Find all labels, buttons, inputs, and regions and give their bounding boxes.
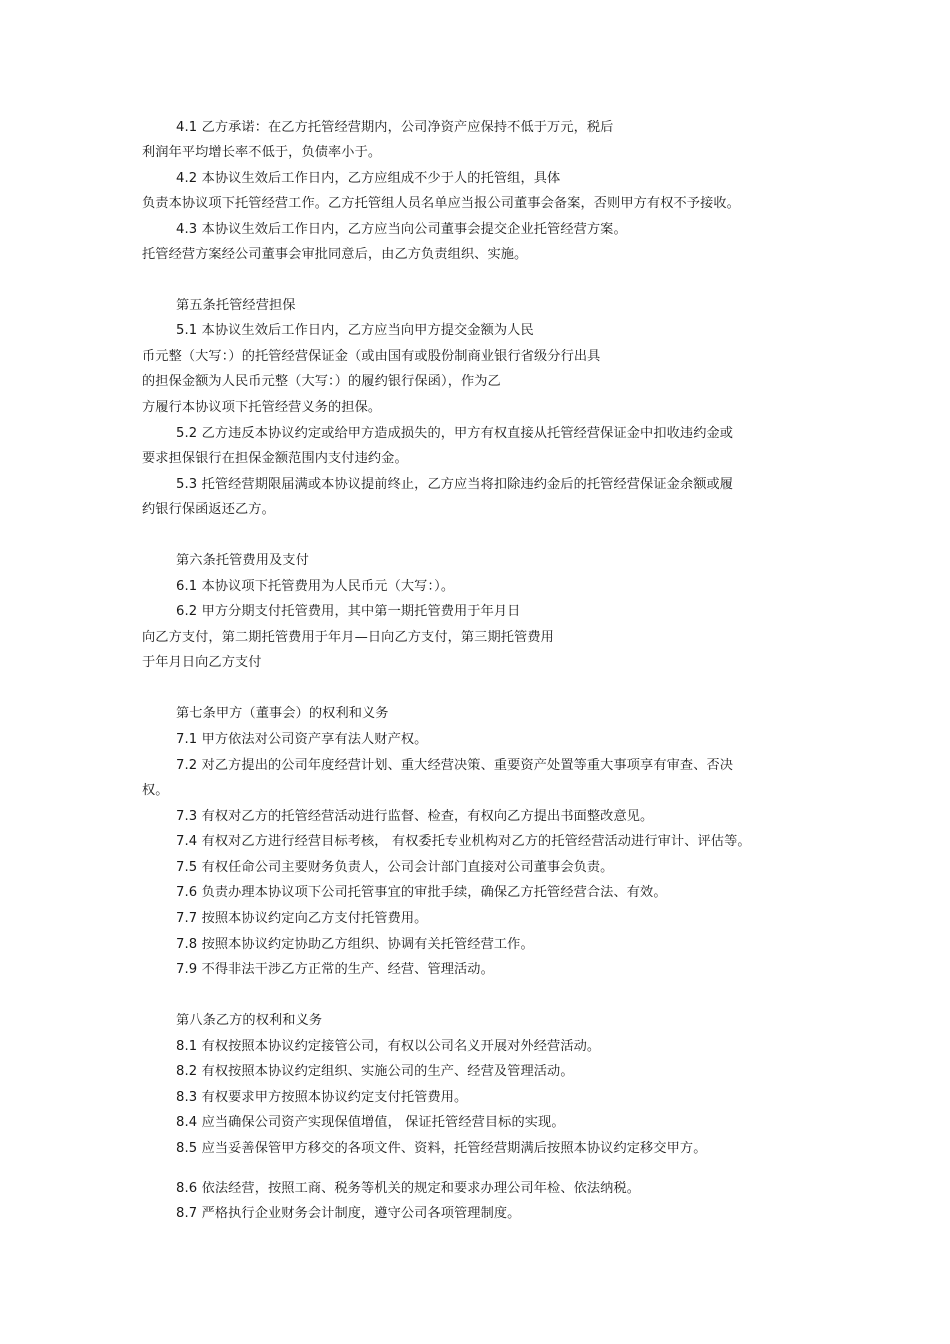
clause-4-3-line-2: 托管经营方案经公司董事会审批同意后，由乙方负责组织、实施。 <box>142 247 528 262</box>
clause-7-6: 7.6 负责办理本协议项下公司托管事宜的审批手续，确保乙方托管经营合法、有效。 <box>176 885 667 900</box>
clause-6-1: 6.1 本协议项下托管费用为人民币元（大写：）。 <box>176 579 455 594</box>
clause-5-2-line-2: 要求担保银行在担保金额范围内支付违约金。 <box>142 451 408 466</box>
clause-5-1-line-2: 币元整（大写：）的托管经营保证金（或由国有或股份制商业银行省级分行出具 <box>142 349 601 364</box>
clause-5-1-line-1: 5.1 本协议生效后工作日内，乙方应当向甲方提交金额为人民 <box>176 323 534 338</box>
clause-8-4: 8.4 应当确保公司资产实现保值增值， 保证托管经营目标的实现。 <box>176 1115 565 1130</box>
clause-8-6: 8.6 依法经营，按照工商、税务等机关的规定和要求办理公司年检、依法纳税。 <box>176 1181 641 1196</box>
clause-4-1-line-2: 利润年平均增长率不低于，负债率小于。 <box>142 145 382 160</box>
clause-5-2-line-1: 5.2 乙方违反本协议约定或给甲方造成损失的，甲方有权直接从托管经营保证金中扣收违约金或 <box>176 426 734 441</box>
clause-7-1: 7.1 甲方依法对公司资产享有法人财产权。 <box>176 732 428 747</box>
clause-4-1-line-1: 4.1 乙方承诺：在乙方托管经营期内，公司净资产应保持不低于万元，税后 <box>176 120 614 135</box>
article-6-heading: 第六条托管费用及支付 <box>176 553 309 568</box>
clause-7-5: 7.5 有权任命公司主要财务负责人，公司会计部门直接对公司董事会负责。 <box>176 860 614 875</box>
clause-7-7: 7.7 按照本协议约定向乙方支付托管费用。 <box>176 911 428 926</box>
clause-5-3-line-2: 约银行保函返还乙方。 <box>142 502 275 517</box>
clause-8-1: 8.1 有权按照本协议约定接管公司，有权以公司名义开展对外经营活动。 <box>176 1039 601 1054</box>
clause-7-8: 7.8 按照本协议约定协助乙方组织、协调有关托管经营工作。 <box>176 937 534 952</box>
clause-4-2-line-1: 4.2 本协议生效后工作日内，乙方应组成不少于人的托管组，具体 <box>176 171 561 186</box>
clause-4-2-line-2: 负责本协议项下托管经营工作。乙方托管组人员名单应当报公司董事会备案，否则甲方有权不予接收。 <box>142 196 740 211</box>
clause-6-2-line-2: 向乙方支付，第二期托管费用于年月—日向乙方支付，第三期托管费用 <box>142 630 554 645</box>
clause-6-2-line-3: 于年月日向乙方支付 <box>142 655 262 670</box>
clause-7-2-line-2: 权。 <box>142 783 169 798</box>
clause-5-3-line-1: 5.3 托管经营期限届满或本协议提前终止，乙方应当将扣除违约金后的托管经营保证金余额或履 <box>176 477 734 492</box>
clause-8-7: 8.7 严格执行企业财务会计制度，遵守公司各项管理制度。 <box>176 1206 521 1221</box>
clause-8-2: 8.2 有权按照本协议约定组织、实施公司的生产、经营及管理活动。 <box>176 1064 574 1079</box>
clause-8-3: 8.3 有权要求甲方按照本协议约定支付托管费用。 <box>176 1090 468 1105</box>
clause-7-9: 7.9 不得非法干涉乙方正常的生产、经营、管理活动。 <box>176 962 494 977</box>
clause-4-3-line-1: 4.3 本协议生效后工作日内，乙方应当向公司董事会提交企业托管经营方案。 <box>176 222 627 237</box>
article-7-heading: 第七条甲方（董事会）的权利和义务 <box>176 706 389 721</box>
article-5-heading: 第五条托管经营担保 <box>176 298 296 313</box>
clause-8-5: 8.5 应当妥善保管甲方移交的各项文件、资料，托管经营期满后按照本协议约定移交甲方。 <box>176 1141 707 1156</box>
clause-5-1-line-4: 方履行本协议项下托管经营义务的担保。 <box>142 400 382 415</box>
clause-6-2-line-1: 6.2 甲方分期支付托管费用，其中第一期托管费用于年月日 <box>176 604 521 619</box>
clause-7-3: 7.3 有权对乙方的托管经营活动进行监督、检查，有权向乙方提出书面整改意见。 <box>176 809 654 824</box>
clause-7-4: 7.4 有权对乙方进行经营目标考核， 有权委托专业机构对乙方的托管经营活动进行审计、评估等。 <box>176 834 751 849</box>
clause-7-2-line-1: 7.2 对乙方提出的公司年度经营计划、重大经营决策、重要资产处置等重大事项享有审查、否决 <box>176 758 734 773</box>
clause-5-1-line-3: 的担保金额为人民币元整（大写：）的履约银行保函），作为乙 <box>142 374 501 389</box>
article-8-heading: 第八条乙方的权利和义务 <box>176 1013 323 1028</box>
